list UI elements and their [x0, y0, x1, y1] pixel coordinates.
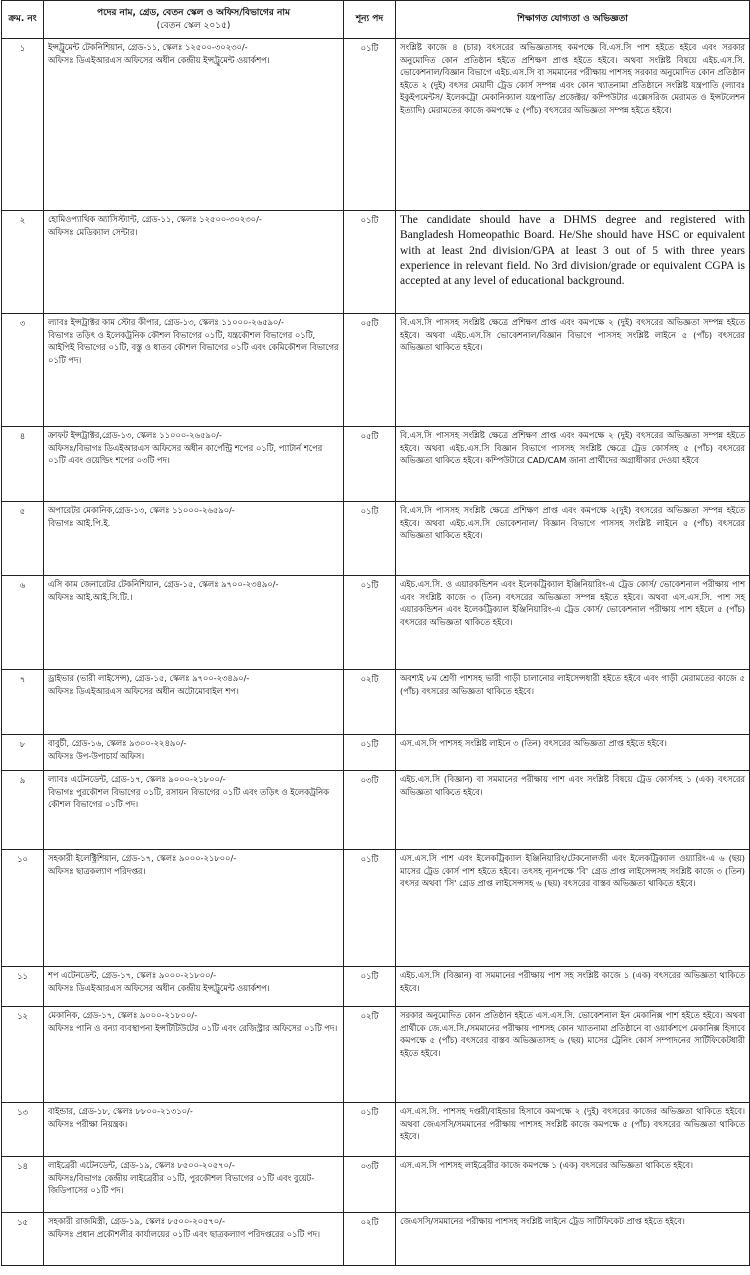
post-office: বিভাগঃ পুরকৌশল বিভাগের ০১টি, রসায়ন বিভাগের ০১টি এবং তড়িৎ ও ইলেকট্রনিক কৌশল বিভাগের ০১টি পদ।: [48, 786, 329, 810]
post-title: ড্রাইভার (ভারী লাইসেন্স), গ্রেড-১৫, স্কেলঃ ৯৭০০-২৩৪৯০/-: [48, 673, 250, 683]
row-qualification: অবশ্যই ৮ম শ্রেণী পাশসহ ভারী গাড়ী চালানোর লাইসেন্সধারী হইতে হইবে এবং গাড়ী মেরামতের কাজে ৫ (পাঁচ) বৎসরের অভিজ্ঞতা থাকিতে হইবে।: [396, 670, 750, 735]
header-post-subtitle: (বেতন স্কেল ২০১৫): [156, 20, 231, 31]
row-post-cell: [44, 427, 344, 502]
row-qualification: সরকার অনুমোদিত কোন প্রতিষ্ঠান হইতে এস.এস.সি. ভোকেশনাল ইন মেকানিক্স পাশ হইতে হইবে। অথবা প্রার্থীকে জে.এস.সি./সমমানের পরীক্ষায় পাশসহ কোন খ্যাতনামা প্রতিষ্ঠানে বা ওয়ার্কশপে মেকানিক্স হিসাবে কমপক্ষে ৫ (পাঁচ) বৎসরের বাস্তব অভিজ্ঞতাসহ ৬ (ছয়) মাসের ট্রেনিং কোর্স সম্পাদনের সার্টিফিকেটধারী হইতে হইবে।: [396, 1007, 750, 1103]
row-vacancy: ০১টি: [344, 502, 396, 576]
post-title: বাইন্ডার, গ্রেড-১৮, স্কেলঃ ৮৮০০-২১৩১০/-: [48, 1106, 193, 1116]
row-qualification: জেএসসি/সমমানের পরীক্ষায় পাশসহ সংশ্লিষ্ট লাইনে ট্রেড সার্টিফিকেট প্রাপ্ত হইতে হইবে।: [396, 1213, 750, 1266]
table-row: [2, 1007, 750, 1103]
header-qualification: শিক্ষাগত যোগ্যতা ও অভিজ্ঞতা: [396, 1, 750, 39]
post-title: হোমিওপ্যাথিক অ্যাসিস্ট্যান্ট, গ্রেড-১১, স্কেলঃ ১২৫০০-৩০২৩০/-: [48, 214, 262, 224]
header-vacancy: শূন্য পদ: [344, 1, 396, 39]
row-vacancy: ০৫টি: [344, 314, 396, 427]
row-qualification: The candidate should have a DHMS degree and registered with Bangladesh Homeopathic Board. He/She should have HSC or equivalent with at least 2nd division/GPA at least 3 out of 5 with three years experience in relevant field. No 3rd division/grade or equivalent CGPA is accepted at any level of educational background.: [396, 211, 750, 314]
post-office: অফিসঃ আই.আই.সি.টি.।: [48, 591, 133, 602]
row-qualification: এস.এস.সি. পাশসহ দপ্তরী/বাইন্ডার হিসাবে কমপক্ষে ২ (দুই) বৎসরের কাজের অভিজ্ঞতা থাকিতে হইবে। অথবা জেএসসি/সমমানের পরীক্ষায় পাশসহ সংশ্লিষ্ট কাজে কমপক্ষে ৫ (পাঁচ) বৎসরের অভিজ্ঞতা থাকিতে হইবে।: [396, 1103, 750, 1157]
header-post: [44, 1, 344, 39]
row-vacancy: ০১টি: [344, 1103, 396, 1157]
row-post-cell: [44, 735, 344, 771]
row-serial: ১৫: [2, 1213, 44, 1266]
row-serial: ৬: [2, 576, 44, 670]
row-serial: ৮: [2, 735, 44, 771]
post-office: অফিসঃ পানি ও বন্যা ব্যবস্থাপনা ইন্সটিটিউটের ০১টি এবং রেজিস্ট্রার অফিসের ০১টি পদ।: [48, 1022, 338, 1033]
post-office: অফিসঃ ডিএইআরএস অফিসের অধীন কেন্দ্রীয় ইন্সট্রুমেন্ট ওয়ার্কশপ।: [48, 54, 270, 65]
row-vacancy: ০১টি: [344, 850, 396, 967]
row-qualification: এইচ.এস.সি. ও এয়ারকন্ডিশন এবং ইলেকট্রিক্যাল ইঞ্জিনিয়ারিং-এ ট্রেড কোর্স/ ভোকেশনাল পরীক্ষায় পাশ এবং সংশ্লিষ্ট কাজে ৩ (তিন) বৎসরের অভিজ্ঞতা সম্পন্ন হইতে হইবে। অথবা এস.এস.সি. পাশ সহ এয়ারকন্ডিশন এবং ইলেকট্রিক্যাল ইঞ্জিনিয়ারিং-এ ট্রেড কোর্স/ ভোকেশনাল পরীক্ষায় পাশ হইলে ৫ (পাঁচ) বৎসরের অভিজ্ঞতা থাকিতে হইবে।: [396, 576, 750, 670]
row-vacancy: ০৩টি: [344, 1157, 396, 1213]
post-title: বাবুর্চী, গ্রেড-১৬, স্কেলঃ ৯৩০০-২২৪৯০/-: [48, 738, 187, 748]
row-post-cell: [44, 850, 344, 967]
row-vacancy: ০১টি: [344, 576, 396, 670]
row-serial: ২: [2, 211, 44, 314]
row-vacancy: ০১টি: [344, 735, 396, 771]
table-row: [2, 576, 750, 670]
row-serial: ৭: [2, 670, 44, 735]
post-office: অফিসঃ/বিভাগঃ কেন্দ্রীয় লাইব্রেরীর ০১টি, পুরকৌশল বিভাগের ০১টি এবং বুয়েট-জিডিপাসের ০১টি পদ।: [48, 1172, 315, 1196]
row-serial: ১৪: [2, 1157, 44, 1213]
row-post-cell: [44, 967, 344, 1007]
row-qualification: সংশ্লিষ্ট কাজে ৪ (চার) বৎসরের অভিজ্ঞতাসহ কমপক্ষে বি.এস.সি পাশ হইতে হইবে এবং সরকার অনুমোদিত কোন প্রতিষ্ঠান হইতে প্রশিক্ষণ প্রাপ্ত হইতে হইবে। অথবা সংশ্লিষ্ট বিষয়ে এইচ.এস.সি. ভোকেশনাল/বিজ্ঞান বিভাগে এইচ.এস.সি বা সমমানের পরীক্ষায় পাশসহ সরকার অনুমোদিত কোন প্রতিষ্ঠান হইতে ২ (দুই) বৎসর মেয়াদী ট্রেড কোর্স সম্পন্ন এবং কোন খ্যাতনামা প্রতিষ্ঠানে সংশ্লিষ্ট যন্ত্রপাতি (ল্যাবঃ ইকুইপমেন্টস/ ইলেকট্রো মেকানিক্যাল যন্ত্রপাতি/ প্রজেক্টর/ কম্পিউটার এক্সেসরিজ মেরামত ও ইন্সটলেশন ইত্যাদি) মেরামতের কাজে কমপক্ষে ৫ (পাঁচ) বৎসরের অভিজ্ঞতা সম্পন্ন হইতে হইবে।: [396, 39, 750, 211]
post-office: বিভাগঃ আই.পি.ই.: [48, 517, 111, 528]
table-row: [2, 427, 750, 502]
row-post-cell: [44, 502, 344, 576]
table-row: [2, 39, 750, 211]
post-office: অফিসঃ উপ-উপাচার্য অফিস।: [48, 750, 145, 761]
row-qualification: এস.এস.সি পাশসহ লাইব্রেরীর কাজে কমপক্ষে ১ (এক) বৎসরের অভিজ্ঞতা থাকিতে হইবে।: [396, 1157, 750, 1213]
post-title: ক্রাফট ইন্সট্রাক্টর,গ্রেড-১৩, স্কেলঃ ১১০০০-২৬৫৯০/-: [48, 430, 222, 440]
row-post-cell: [44, 1157, 344, 1213]
job-vacancy-table: [1, 0, 750, 1266]
post-office: অফিসঃ ছাত্রকল্যাণ পরিদপ্তর।: [48, 865, 146, 876]
row-vacancy: ০১টি: [344, 967, 396, 1007]
table-body: [2, 39, 750, 1266]
row-serial: ১৩: [2, 1103, 44, 1157]
row-serial: ১১: [2, 967, 44, 1007]
row-post-cell: [44, 39, 344, 211]
table-row: [2, 1157, 750, 1213]
table-row: [2, 502, 750, 576]
header-post-title: পদের নাম, গ্রেড, বেতন স্কেল ও অফিস/বিভাগের নাম: [97, 7, 290, 18]
row-serial: ১০: [2, 850, 44, 967]
row-serial: ৩: [2, 314, 44, 427]
row-qualification: এইচ.এস.সি (বিজ্ঞান) বা সমমানের পরীক্ষায় পাশ এবং সংশ্লিষ্ট বিষয়ে ট্রেড কোর্সসহ ১ (এক) বৎসরের অভিজ্ঞতা থাকিতে হইবে।: [396, 771, 750, 850]
post-office: অফিসঃ পরীক্ষা নিয়ন্ত্রক।: [48, 1118, 128, 1129]
row-post-cell: [44, 771, 344, 850]
row-qualification: এস.এস.সি পাশ এবং ইলেকট্রিক্যাল ইঞ্জিনিয়ারিং/টেকনোলজী এবং ইলেকট্রিক্যাল ওয়্যারিং-এ ৬ (ছয়) মাসের ট্রেড কোর্স পাশ হইতে হইবে। তৎসহ ন্যূনপক্ষে 'বি' গ্রেড প্রাপ্ত লাইসেন্সসহ সংশ্লিষ্ট কাজে ৩ (তিন) বৎসর অথবা 'সি' গ্রেড প্রাপ্ত লাইসেন্সসহ ৬ (ছয়) বৎসরের বাস্তব অভিজ্ঞতা থাকিতে হইবে।: [396, 850, 750, 967]
post-title: ইন্সট্রুমেন্ট টেকনিশিয়ান, গ্রেড-১১, স্কেলঃ ১২৫০০-৩০২৩০/-: [48, 42, 248, 52]
post-office: অফিসঃ ডিএইআরএস অফিসের অধীন অটোমোবাইল শপ।: [48, 685, 239, 696]
row-vacancy: ০৫টি: [344, 427, 396, 502]
row-serial: ৪: [2, 427, 44, 502]
row-post-cell: [44, 576, 344, 670]
table-row: [2, 771, 750, 850]
table-row: [2, 850, 750, 967]
table-row: [2, 1103, 750, 1157]
post-title: সহকারী রাজমিস্ত্রী, গ্রেড-১৯, স্কেলঃ ৮৫০০-২০৫৭০/-: [48, 1216, 225, 1226]
post-title: অপারেটর মেকানিক,গ্রেড-১৩, স্কেলঃ ১১০০০-২৬৫৯০/-: [48, 505, 235, 515]
row-post-cell: [44, 670, 344, 735]
table-header-row: [2, 1, 750, 39]
post-title: মেকানিক, গ্রেড-১৭, স্কেলঃ ৯০০০-২১৮০০/-: [48, 1010, 198, 1020]
header-serial: ক্রম. নং: [2, 1, 44, 39]
row-serial: ৫: [2, 502, 44, 576]
row-vacancy: ০১টি: [344, 211, 396, 314]
row-post-cell: [44, 211, 344, 314]
post-office: অফিসঃ প্রধান প্রকৌশলীর কার্যালয়ের ০১টি এবং ছাত্রকল্যাণ পরিদপ্তরের ০১টি পদ।: [48, 1228, 320, 1239]
row-serial: ৯: [2, 771, 44, 850]
row-vacancy: ০২টি: [344, 1213, 396, 1266]
table-row: [2, 211, 750, 314]
table-row: [2, 735, 750, 771]
post-office: অফিসঃ/বিভাগঃ ডিএইআরএস অফিসের অধীন কার্পেন্ট্রি শপের ০১টি, প্যাটার্ন শপের ০১টি এবং ওয়েল্ডিং শপের ০৩টি পদ।: [48, 442, 323, 466]
post-title: সহকারী ইলেক্ট্রিশিয়ান, গ্রেড-১৭, স্কেলঃ ৯০০০-২১৮০০/-: [48, 853, 237, 863]
row-vacancy: ০২টি: [344, 1007, 396, 1103]
row-vacancy: ০২টি: [344, 670, 396, 735]
table-row: [2, 670, 750, 735]
post-title: এসি কাম জেনারেটর টেকনিশিয়ান, গ্রেড-১৫, স্কেলঃ ৯৭০০-২৩৪৯০/-: [48, 579, 279, 589]
row-qualification: এস.এস.সি পাশসহ সংশ্লিষ্ট লাইনে ৩ (তিন) বৎসরের অভিজ্ঞতা প্রাপ্ত হইতে হইবে।: [396, 735, 750, 771]
row-qualification: বি.এস.সি পাসসহ সংশ্লিষ্ট ক্ষেত্রে প্রশিক্ষণ প্রাপ্ত এবং কমপক্ষে ২ (দুই) বৎসরের অভিজ্ঞতা সম্পন্ন হইতে হইবে। অথবা এইচ.এস.সি বিজ্ঞান বিভাগে পাসসহ সংশ্লিষ্ট ক্ষেত্রে ট্রেড কোর্সসহ ৫ (পাঁচ) বৎসরের অভিজ্ঞতা থাকিতে হইবে। কম্পিউটারে CAD/CAM জানা প্রার্থীদের অগ্রাধীকার দেওয়া হইবে: [396, 427, 750, 502]
post-title: লাইব্রেরী এটেনডেন্ট, গ্রেড-১৯, স্কেলঃ ৮৫০০-২০৫৭০/-: [48, 1160, 235, 1170]
row-vacancy: ০৩টি: [344, 771, 396, 850]
table-row: [2, 967, 750, 1007]
post-title: শপ এটেনডেন্ট, গ্রেড-১৭, স্কেলঃ ৯০০০-২১৮০০/-: [48, 970, 217, 980]
row-post-cell: [44, 1007, 344, 1103]
row-qualification: বি.এস.সি পাসসহ সংশ্লিষ্ট ক্ষেত্রে প্রশিক্ষণ প্রাপ্ত এবং কমপক্ষে ২(দুই) বৎসরের অভিজ্ঞতা সম্পন্ন হইতে হইবে। অথবা এইচ.এস.সি ভোকেশনাল/ বিজ্ঞান বিভাগে পাসসহ সংশ্লিষ্ট লাইনে ৫ (পাঁচ) বৎসরের অভিজ্ঞতা থাকিতে হইবে।: [396, 502, 750, 576]
row-post-cell: [44, 1103, 344, 1157]
row-qualification: এইচ.এস.সি (বিজ্ঞান) বা সমমানের পরীক্ষায় পাশ সহ সংশ্লিষ্ট কাজে ১ (এক) বৎসরের অভিজ্ঞতা থাকিতে হইবে।: [396, 967, 750, 1007]
row-post-cell: [44, 314, 344, 427]
post-office: অফিসঃ ডিএইআরএস অফিসের অধীন কেন্দ্রীয় ইন্সট্রুমেন্ট ওয়ার্কশপ।: [48, 982, 270, 993]
post-office: বিভাগঃ তড়িৎ ও ইলেকট্রনিক কৌশল বিভাগের ০১টি, যন্ত্রকৌশল বিভাগের ০১টি, আইপিই বিভাগের ০১টি, বস্তু ও ধাতব কৌশল বিভাগের ০১টি এবং কেমিকৌশল বিভাগের ০১টি পদ।: [48, 329, 339, 365]
post-title: ল্যাবঃ এটেনডেন্ট, গ্রেড-১৭, স্কেলঃ ৯০০০-২১৮০০/-: [48, 774, 226, 784]
table-row: [2, 314, 750, 427]
row-serial: ১: [2, 39, 44, 211]
row-serial: ১২: [2, 1007, 44, 1103]
row-post-cell: [44, 1213, 344, 1266]
post-office: অফিসঃ মেডিক্যাল সেন্টার।: [48, 226, 138, 237]
post-title: ল্যাবঃ ইন্সট্রাক্টর কাম স্টোর কীপার, গ্রেড-১৩, স্কেলঃ ১১০০০-২৬৫৯০/-: [48, 317, 285, 327]
row-vacancy: ০১টি: [344, 39, 396, 211]
table-row: [2, 1213, 750, 1266]
row-qualification: বি.এস.সি পাসসহ সংশ্লিষ্ট ক্ষেত্রে প্রশিক্ষণ প্রাপ্ত এবং কমপক্ষে ২ (দুই) বৎসরের অভিজ্ঞতা সম্পন্ন হইতে হইবে। অথবা এইচ.এস.সি ভোকেশনাল/বিজ্ঞান বিভাগে পাসসহ সংশ্লিষ্ট লাইনে ৫ (পাঁচ) বৎসরের অভিজ্ঞতা থাকিতে হইবে।: [396, 314, 750, 427]
